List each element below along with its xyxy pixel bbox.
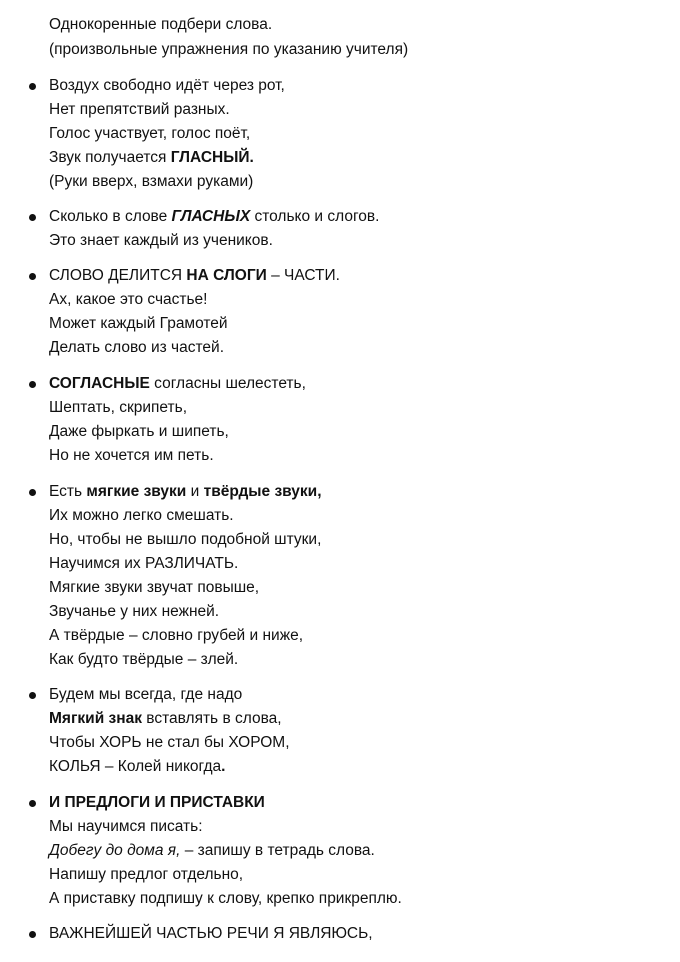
bullet-icon <box>29 692 36 699</box>
text-line: Может каждый Грамотей <box>49 315 228 332</box>
text-line: Воздух свободно идёт через рот, <box>49 77 285 94</box>
text-line: (произвольные упражнения по указанию учителя) <box>49 41 409 58</box>
emphasis-text: ГЛАСНЫЙ. <box>170 149 254 166</box>
bullet-icon <box>29 931 36 938</box>
text-line: Нет препятствий разных. <box>49 101 230 118</box>
example-text: Добегу до дома я, <box>49 842 181 859</box>
text-line: Ах, какое это счастье! <box>49 291 208 308</box>
text-line: Есть мягкие звуки и твёрдые звуки, <box>49 483 322 500</box>
emphasis-text: Мягкий знак <box>49 710 142 727</box>
text-line: Мы научимся писать: <box>49 818 203 835</box>
text-line: Шептать, скрипеть, <box>49 399 188 416</box>
text-line: Научимся их РАЗЛИЧАТЬ. <box>49 555 239 572</box>
emphasis-text: СОГЛАСНЫЕ <box>49 375 150 392</box>
emphasis-text: мягкие звуки <box>86 483 187 500</box>
bullet-icon <box>29 381 36 388</box>
text-line: Как будто твёрдые – злей. <box>49 651 239 668</box>
emphasis-text: И ПРЕДЛОГИ И ПРИСТАВКИ <box>49 794 265 811</box>
text-line: Даже фыркать и шипеть, <box>49 423 229 440</box>
text-line: Однокоренные подбери слова. <box>49 16 273 33</box>
emphasis-text: НА СЛОГИ <box>186 267 267 284</box>
text-line: Будем мы всегда, где надо <box>49 686 243 703</box>
text-line: Мягкие звуки звучат повыше, <box>49 579 260 596</box>
text-line: ВАЖНЕЙШЕЙ ЧАСТЬЮ РЕЧИ Я ЯВЛЯЮСЬ, <box>49 925 373 942</box>
text-line: Их можно легко смешать. <box>49 507 234 524</box>
emphasis-text: твёрдые звуки <box>203 483 318 500</box>
text-line: Но не хочется им петь. <box>49 447 214 464</box>
text-line: Делать слово из частей. <box>49 339 225 356</box>
bullet-icon <box>29 800 36 807</box>
text-line: Мягкий знак вставлять в слова, <box>49 710 282 727</box>
text-line: Чтобы ХОРЬ не стал бы ХОРОМ, <box>49 734 290 751</box>
text-line: А твёрдые – словно грубей и ниже, <box>49 627 304 644</box>
text-line: А приставку подпишу к слову, крепко прикреплю. <box>49 890 402 907</box>
text-line: Сколько в слове ГЛАСНЫХ столько и слогов. <box>49 208 380 225</box>
text-line: Звучанье у них нежней. <box>49 603 220 620</box>
text-line: Это знает каждый из учеников. <box>49 232 273 249</box>
bullet-icon <box>29 214 36 221</box>
emphasis-text: ГЛАСНЫХ <box>171 208 251 225</box>
text-line: Звук получается ГЛАСНЫЙ. <box>49 149 254 166</box>
bullet-icon <box>29 83 36 90</box>
text-line: Но, чтобы не вышло подобной штуки, <box>49 531 322 548</box>
bullet-icon <box>29 489 36 496</box>
text-line: (Руки вверх, взмахи руками) <box>49 173 254 190</box>
text-line: КОЛЬЯ – Колей никогда. <box>49 758 226 775</box>
text-line: СЛОВО ДЕЛИТСЯ НА СЛОГИ – ЧАСТИ. <box>49 267 340 284</box>
text-line: Напишу предлог отдельно, <box>49 866 244 883</box>
text-line: Голос участвует, голос поёт, <box>49 125 251 142</box>
text-line: СОГЛАСНЫЕ согласны шелестеть, <box>49 375 306 392</box>
text-line: Добегу до дома я, – запишу в тетрадь слова. <box>49 842 375 859</box>
text-line <box>49 793 265 813</box>
bullet-icon <box>29 273 36 280</box>
